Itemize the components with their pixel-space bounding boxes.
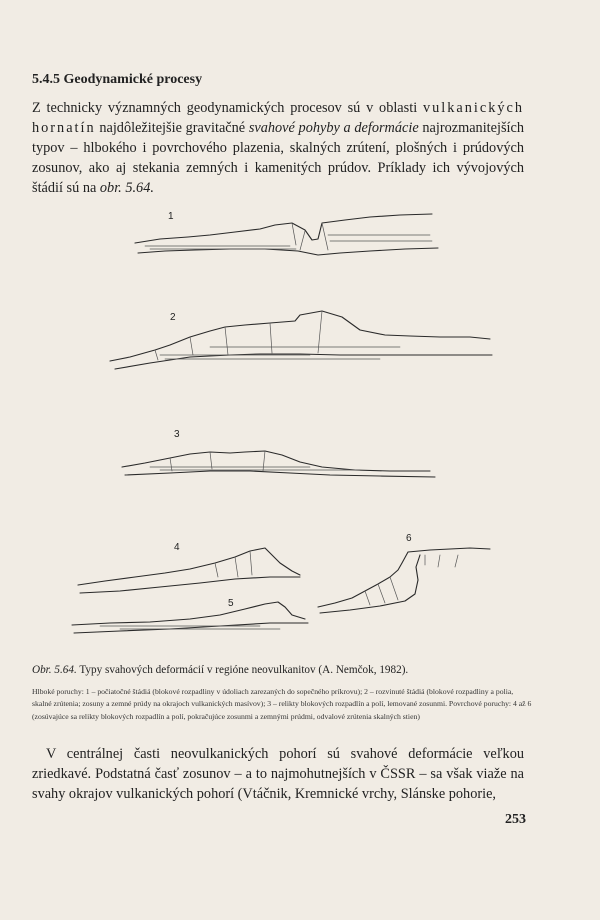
body-paragraph: V centrálnej časti neovulkanických pohorí sú svahové deformácie veľkou zriedkavé. Podstatná časť zosunov – a to najmohutnejších v ČSSR – sa však viaže na svahy okrajov vulkanických pohorí (Vtáčnik, Kremnické vrchy, Slánske pohorie, (32, 746, 524, 802)
drawing-5 (72, 598, 308, 633)
figure-caption-legend: Hlboké poruchy: 1 – počiatočné štádiá (blokové rozpadliny v údoliach zarezaných do sopečného príkrovu); 2 – rozvinuté štádiá (blokové rozpadliny a polia, skalné zrútenia; zosuny a zemné prúdy na okrajoch vulkanických masívov); 3 – relikty blokových rozpadlín a polí, lemované zosunmi. Povrchové poruchy: 4 až 6 (zosúvajúce sa relikty blokových rozpadlín a polí, pokračujúce zosunmi a zemnými prúdmi, odvalové zrútenia skalných stien) (32, 687, 532, 721)
figure-caption: Obr. 5.64. Typy svahových deformácií v regióne neovulkanitov (A. Nemčok, 1982). (32, 664, 409, 676)
drawing-1 (135, 211, 438, 255)
page-number: 253 (505, 812, 526, 827)
figure-drawings (60, 205, 540, 655)
figure-label-5: 5 (228, 598, 234, 609)
section-heading: 5.4.5 Geodynamické procesy (32, 72, 203, 87)
drawing-6 (318, 533, 490, 613)
figure-label-1: 1 (168, 211, 174, 222)
intro-paragraph: Z technicky významných geodynamických procesov sú v oblasti vulkanických hornatín najdôležitejšie gravitačné svahové pohyby a deformácie najrozmanitejších typov – hlbokého i povrchového plazenia, skalných zrútení, plošných i prúdových zosunov, ako aj stekania zemných i kamenitých prúdov. Príklady ich vývojových štádií sú na obr. 5.64. (32, 100, 525, 196)
figure-label-2: 2 (170, 312, 176, 323)
figure-label-6: 6 (406, 533, 412, 544)
slope-deformation-figure (60, 205, 540, 655)
figure-label-4: 4 (174, 542, 180, 553)
drawing-2 (110, 311, 492, 369)
drawing-4 (78, 542, 300, 593)
figure-label-3: 3 (174, 429, 180, 440)
drawing-3 (122, 429, 435, 477)
